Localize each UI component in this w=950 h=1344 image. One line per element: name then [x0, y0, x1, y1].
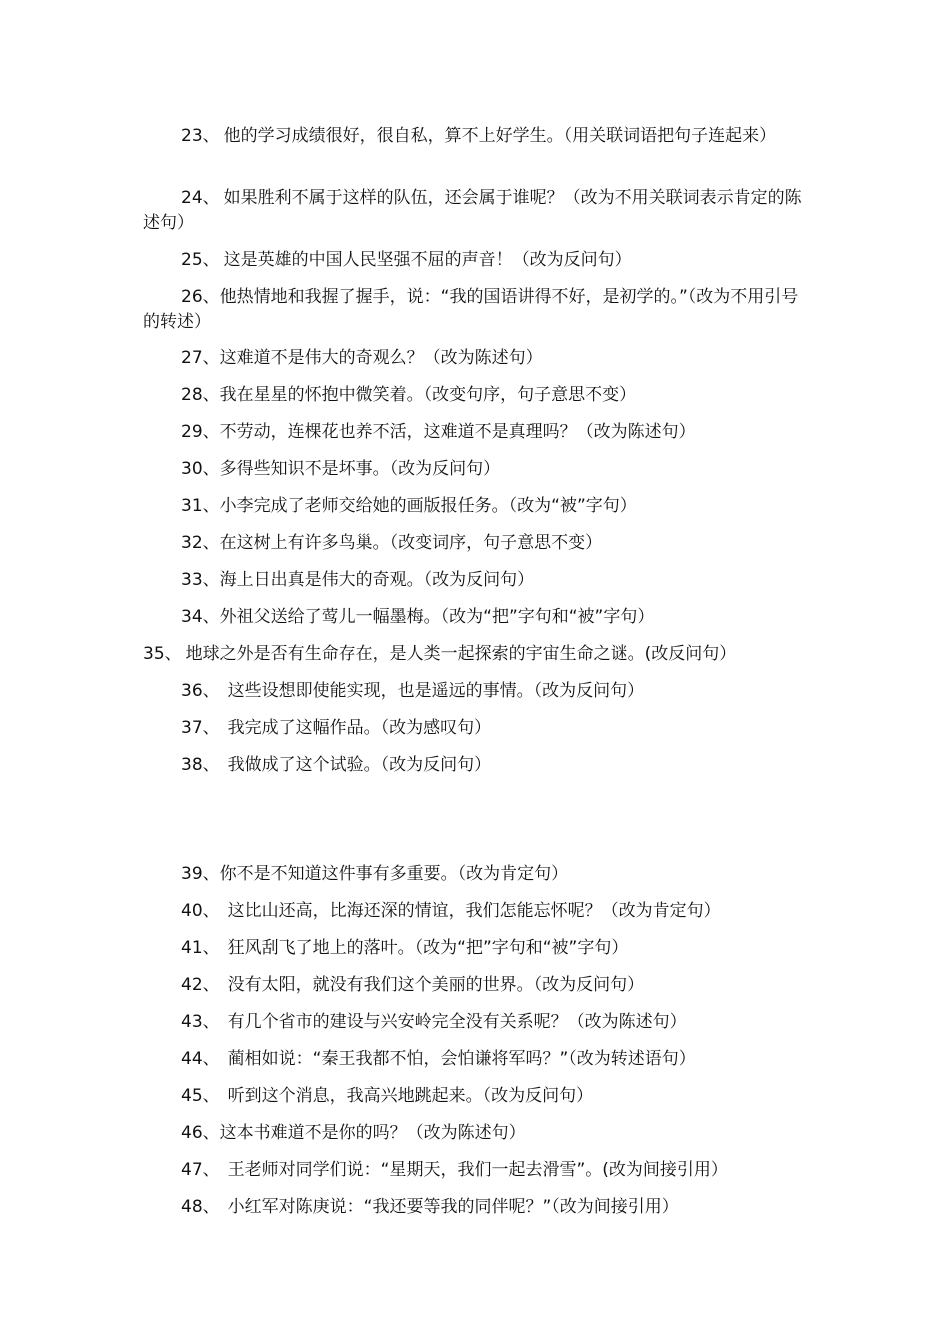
question-number: 43、	[181, 1012, 220, 1032]
question-34	[143, 605, 813, 630]
question-26	[143, 285, 813, 335]
question-45	[143, 1084, 813, 1109]
question-number: 36、	[181, 681, 220, 701]
question-47	[143, 1158, 813, 1183]
question-text: 海上日出真是伟大的奇观。（改为反问句）	[219, 570, 535, 590]
question-text: 这是英雄的中国人民坚强不屈的声音！（改为反问句）	[223, 250, 632, 270]
question-text: 小红军对陈庚说：“我还要等我的同伴呢？”（改为间接引用）	[227, 1197, 679, 1217]
question-number: 38、	[181, 755, 220, 775]
question-text: 如果胜利不属于这样的队伍，还会属于谁呢？（改为不用关联词表示肯定的陈述句）	[143, 188, 802, 233]
question-text: 这本书难道不是你的吗？（改为陈述句）	[219, 1123, 526, 1143]
question-number: 28、	[181, 385, 220, 405]
question-number: 41、	[181, 938, 220, 958]
question-46	[143, 1121, 813, 1146]
question-number: 32、	[181, 533, 220, 553]
question-text: 在这树上有许多鸟巢。（改变词序，句子意思不变）	[219, 533, 603, 553]
question-38	[143, 753, 813, 778]
question-30	[143, 457, 813, 482]
question-number: 39、	[181, 864, 220, 884]
question-text: 地球之外是否有生命存在，是人类一起探索的宇宙生命之谜。(改反问句）	[185, 644, 737, 664]
question-text: 我完成了这幅作品。（改为感叹句）	[227, 718, 492, 738]
question-text: 蔺相如说：“秦王我都不怕，会怕谦将军吗？”（改为转述语句）	[227, 1049, 696, 1069]
question-number: 23、	[181, 126, 220, 146]
question-number: 31、	[181, 496, 220, 516]
question-number: 30、	[181, 459, 220, 479]
question-text: 有几个省市的建设与兴安岭完全没有关系呢？（改为陈述句）	[227, 1012, 687, 1032]
question-43	[143, 1010, 813, 1035]
question-number: 48、	[181, 1197, 220, 1217]
question-29	[143, 420, 813, 445]
question-23	[143, 124, 813, 149]
question-27	[143, 346, 813, 371]
question-number: 35、	[143, 644, 182, 664]
question-41	[143, 936, 813, 961]
question-number: 34、	[181, 607, 220, 627]
question-number: 33、	[181, 570, 220, 590]
question-number: 27、	[181, 348, 220, 368]
question-number: 46、	[181, 1123, 220, 1143]
question-32	[143, 531, 813, 556]
question-37	[143, 716, 813, 741]
question-number: 26、	[181, 287, 220, 307]
question-40	[143, 899, 813, 924]
question-44	[143, 1047, 813, 1072]
question-42	[143, 973, 813, 998]
question-48	[143, 1195, 813, 1220]
question-text: 没有太阳，就没有我们这个美丽的世界。（改为反问句）	[227, 975, 645, 995]
question-number: 25、	[181, 250, 220, 270]
question-number: 42、	[181, 975, 220, 995]
question-text: 不劳动，连棵花也养不活，这难道不是真理吗？（改为陈述句）	[219, 422, 696, 442]
question-text: 小李完成了老师交给她的画版报任务。（改为“被”字句）	[219, 496, 637, 516]
question-number: 40、	[181, 901, 220, 921]
question-36	[143, 679, 813, 704]
question-25	[143, 248, 813, 273]
question-35	[143, 642, 813, 667]
question-text: 这难道不是伟大的奇观么？（改为陈述句）	[219, 348, 543, 368]
question-text: 他热情地和我握了握手，说：“我的国语讲得不好，是初学的。”（改为不用引号的转述）	[143, 287, 799, 332]
question-33	[143, 568, 813, 593]
question-number: 24、	[181, 188, 220, 208]
question-number: 29、	[181, 422, 220, 442]
question-text: 王老师对同学们说：“星期天，我们一起去滑雪”。(改为间接引用）	[227, 1160, 728, 1180]
question-text: 多得些知识不是坏事。（改为反问句）	[219, 459, 501, 479]
question-number: 37、	[181, 718, 220, 738]
question-text: 我做成了这个试验。（改为反问句）	[227, 755, 492, 775]
question-39	[143, 862, 813, 887]
question-text: 这些设想即使能实现，也是遥远的事情。（改为反问句）	[227, 681, 645, 701]
question-28	[143, 383, 813, 408]
question-text: 我在星星的怀抱中微笑着。（改变句序，句子意思不变）	[219, 385, 637, 405]
question-text: 狂风刮飞了地上的落叶。（改为“把”字句和“被”字句）	[227, 938, 629, 958]
question-number: 44、	[181, 1049, 220, 1069]
question-31	[143, 494, 813, 519]
question-text: 你不是不知道这件事有多重要。（改为肯定句）	[219, 864, 569, 884]
question-text: 这比山还高，比海还深的情谊，我们怎能忘怀呢？（改为肯定句）	[227, 901, 721, 921]
question-text: 外祖父送给了莺儿一幅墨梅。（改为“把”字句和“被”字句）	[219, 607, 655, 627]
question-number: 47、	[181, 1160, 220, 1180]
question-24	[143, 186, 813, 236]
question-text: 他的学习成绩很好，很自私，算不上好学生。（用关联词语把句子连起来）	[223, 126, 777, 146]
question-text: 听到这个消息，我高兴地跳起来。（改为反问句）	[227, 1086, 594, 1106]
question-number: 45、	[181, 1086, 220, 1106]
